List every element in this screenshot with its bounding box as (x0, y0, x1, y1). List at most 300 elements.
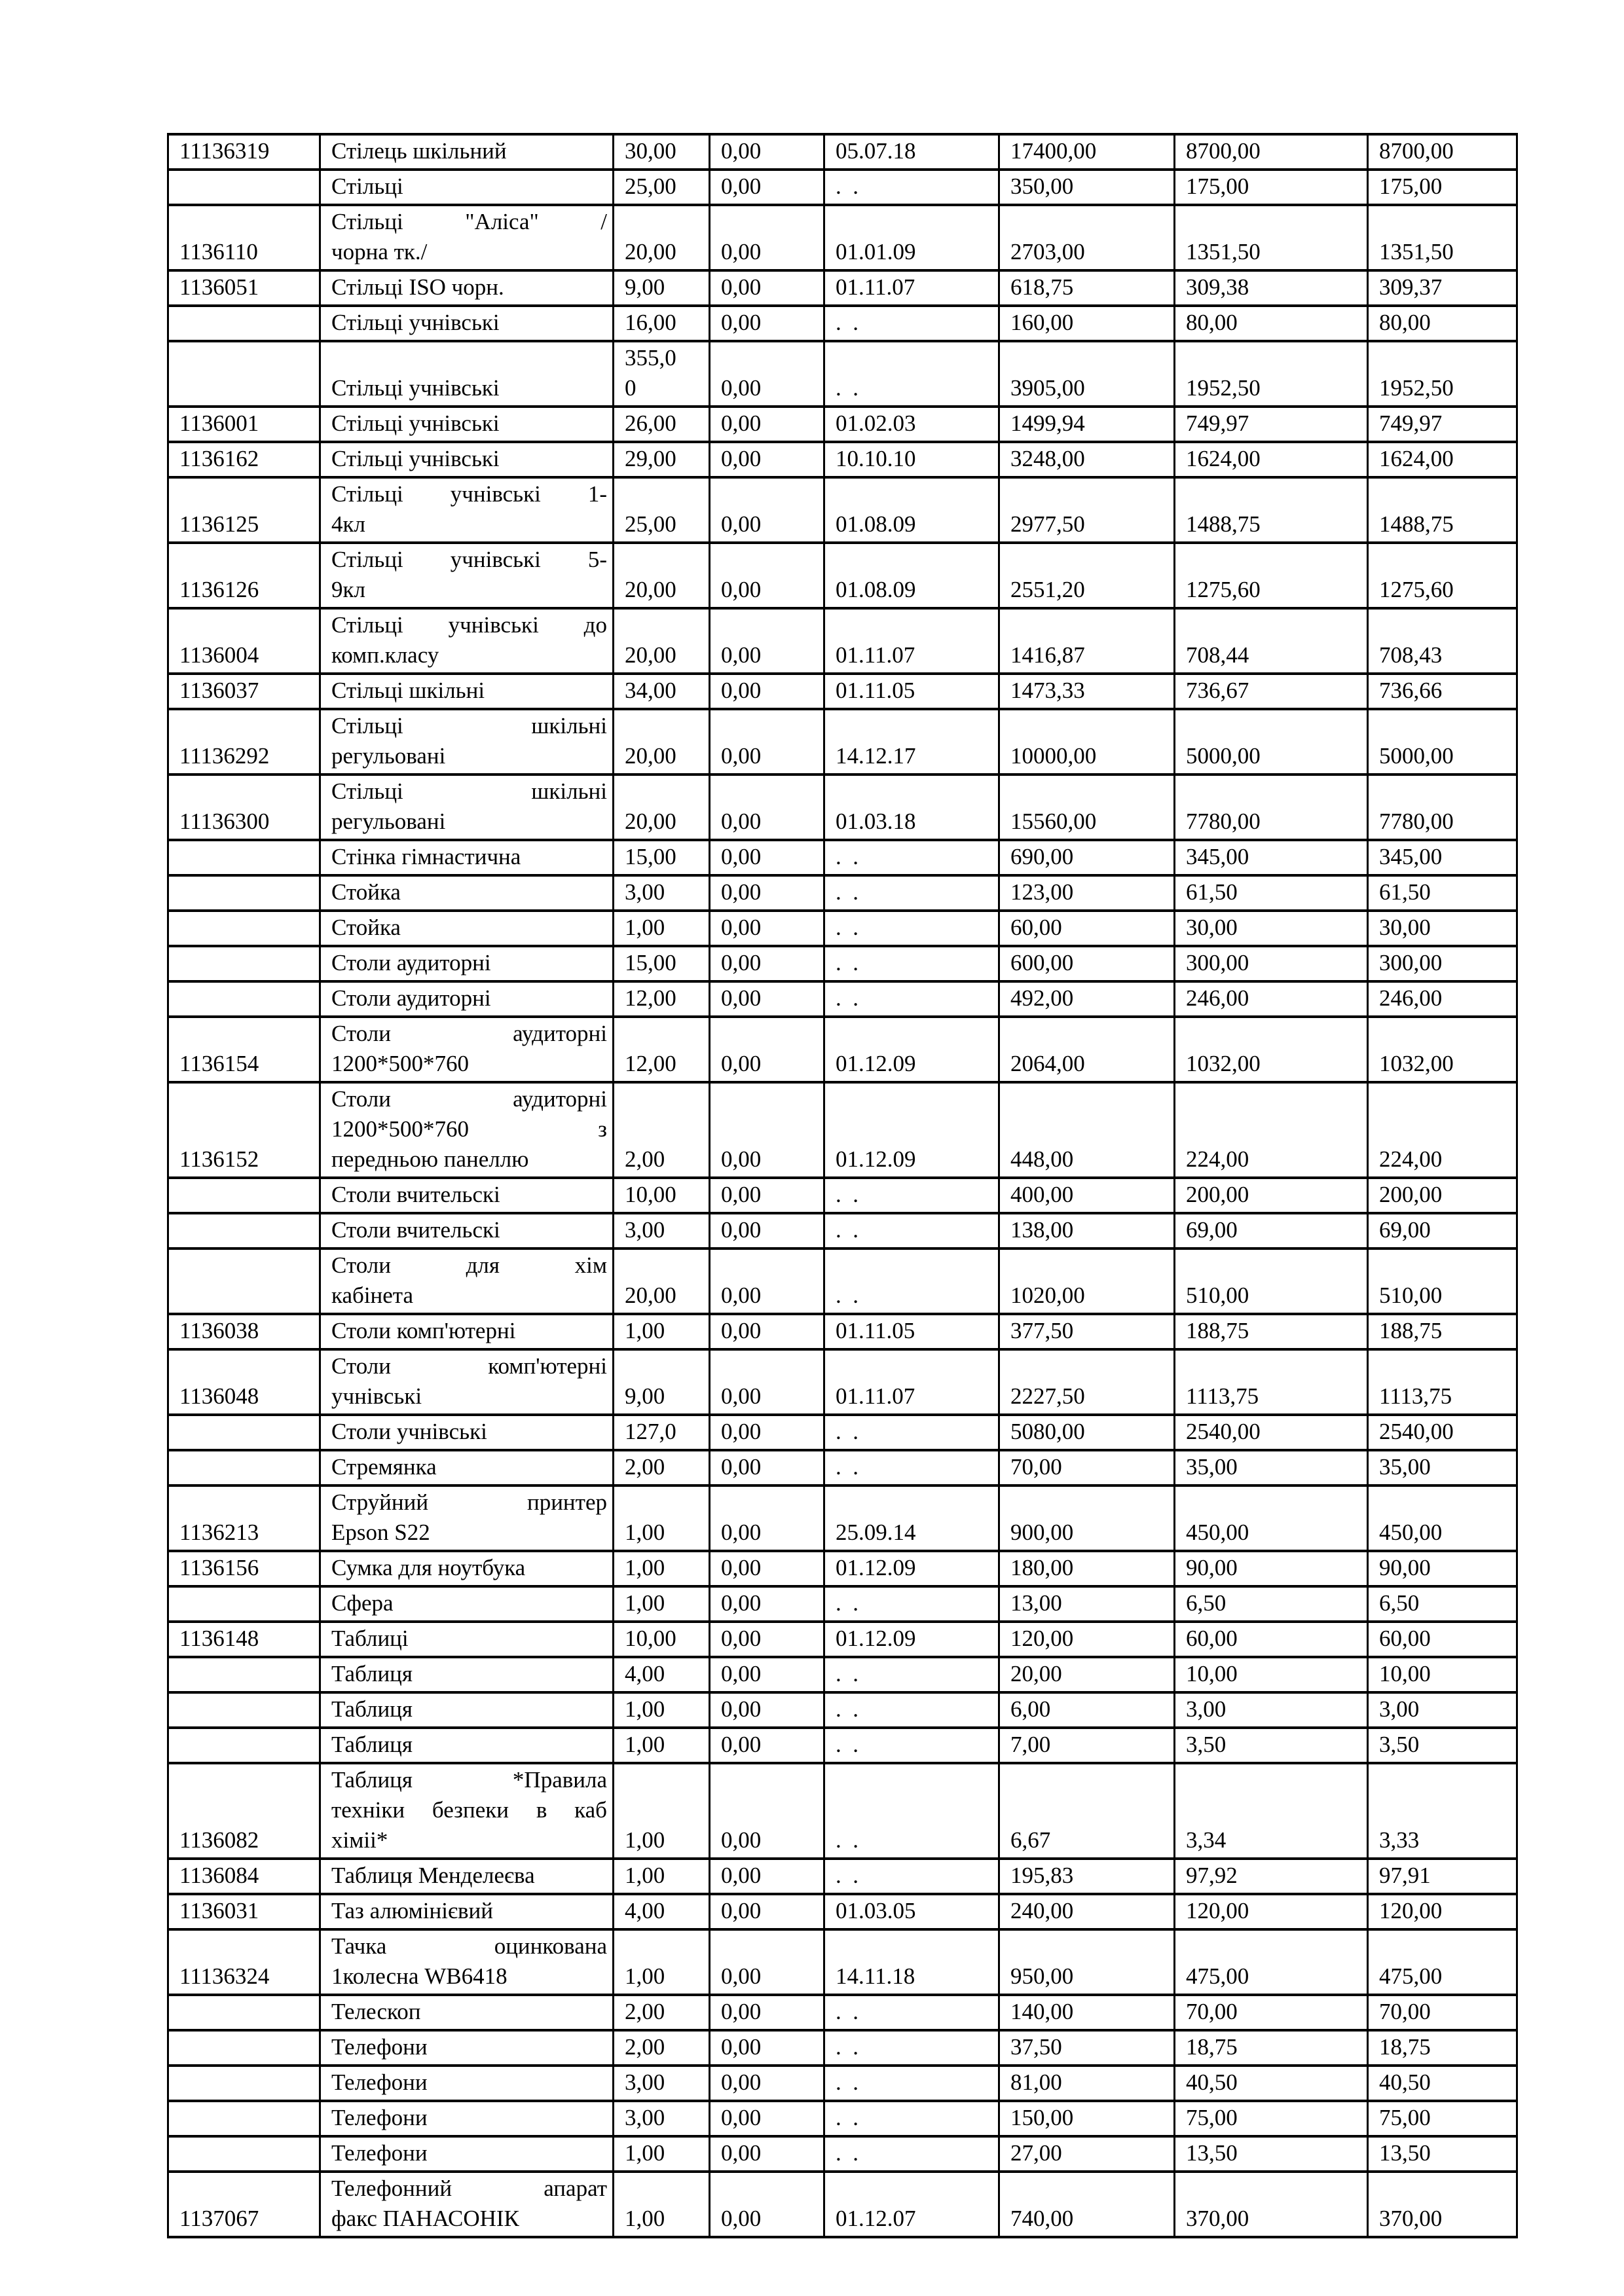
item-name-cell: Таблиця (320, 1728, 614, 1763)
inventory-number-cell (168, 911, 320, 946)
secondary-quantity-cell: 0,00 (710, 1657, 824, 1692)
total-cost-cell: 180,00 (999, 1551, 1175, 1586)
commissioning-date-cell: . . (824, 2066, 999, 2101)
commissioning-date-cell: 01.11.07 (824, 270, 999, 306)
quantity-cell: 1,00 (614, 2172, 710, 2237)
secondary-quantity-cell: 0,00 (710, 477, 824, 543)
commissioning-date-cell: . . (824, 2030, 999, 2066)
commissioning-date-cell: 01.11.07 (824, 1349, 999, 1415)
inventory-table-body (168, 134, 1517, 2237)
quantity-cell: 1,00 (614, 1929, 710, 1995)
inventory-number-cell (168, 2030, 320, 2066)
table-row (168, 2172, 1517, 2237)
amount-a-cell: 450,00 (1175, 1485, 1368, 1551)
amount-a-cell: 2540,00 (1175, 1415, 1368, 1450)
secondary-quantity-cell: 0,00 (710, 407, 824, 442)
amount-a-cell: 246,00 (1175, 981, 1368, 1017)
inventory-number-cell (168, 946, 320, 981)
amount-a-cell: 40,50 (1175, 2066, 1368, 2101)
amount-a-cell: 7780,00 (1175, 774, 1368, 840)
quantity-cell: 2,00 (614, 1995, 710, 2030)
amount-a-cell: 309,38 (1175, 270, 1368, 306)
amount-b-cell: 510,00 (1368, 1248, 1517, 1314)
secondary-quantity-cell: 0,00 (710, 1586, 824, 1622)
quantity-cell: 3,00 (614, 2101, 710, 2136)
secondary-quantity-cell: 0,00 (710, 774, 824, 840)
commissioning-date-cell: . . (824, 1415, 999, 1450)
inventory-number-cell: 1136051 (168, 270, 320, 306)
amount-b-cell: 90,00 (1368, 1551, 1517, 1586)
secondary-quantity-cell: 0,00 (710, 543, 824, 608)
table-row (168, 270, 1517, 306)
inventory-number-cell: 1136154 (168, 1017, 320, 1082)
quantity-cell: 2,00 (614, 1450, 710, 1485)
amount-a-cell: 1275,60 (1175, 543, 1368, 608)
secondary-quantity-cell: 0,00 (710, 2066, 824, 2101)
commissioning-date-cell: 14.11.18 (824, 1929, 999, 1995)
total-cost-cell: 2703,00 (999, 205, 1175, 270)
total-cost-cell: 37,50 (999, 2030, 1175, 2066)
amount-a-cell: 35,00 (1175, 1450, 1368, 1485)
secondary-quantity-cell: 0,00 (710, 2136, 824, 2172)
inventory-number-cell (168, 1450, 320, 1485)
total-cost-cell: 17400,00 (999, 134, 1175, 170)
amount-a-cell: 708,44 (1175, 608, 1368, 674)
item-name-cell: Стільці учнівські до комп.класу (320, 608, 614, 674)
total-cost-cell: 2977,50 (999, 477, 1175, 543)
commissioning-date-cell: 01.01.09 (824, 205, 999, 270)
table-row (168, 1586, 1517, 1622)
quantity-cell: 1,00 (614, 1692, 710, 1728)
item-name-cell: Телефони (320, 2136, 614, 2172)
commissioning-date-cell: 01.12.09 (824, 1082, 999, 1178)
table-row (168, 875, 1517, 911)
commissioning-date-cell: . . (824, 981, 999, 1017)
quantity-cell: 12,00 (614, 981, 710, 1017)
amount-a-cell: 370,00 (1175, 2172, 1368, 2237)
amount-a-cell: 3,00 (1175, 1692, 1368, 1728)
secondary-quantity-cell: 0,00 (710, 306, 824, 341)
amount-b-cell: 10,00 (1368, 1657, 1517, 1692)
inventory-number-cell (168, 1728, 320, 1763)
commissioning-date-cell: 01.12.07 (824, 2172, 999, 2237)
total-cost-cell: 123,00 (999, 875, 1175, 911)
commissioning-date-cell: . . (824, 1728, 999, 1763)
amount-a-cell: 188,75 (1175, 1314, 1368, 1349)
secondary-quantity-cell: 0,00 (710, 205, 824, 270)
inventory-number-cell (168, 840, 320, 875)
item-name-cell: Телефони (320, 2066, 614, 2101)
total-cost-cell: 160,00 (999, 306, 1175, 341)
quantity-cell: 25,00 (614, 477, 710, 543)
item-name-cell: Стільці учнівські (320, 407, 614, 442)
total-cost-cell: 2227,50 (999, 1349, 1175, 1415)
inventory-number-cell: 1136037 (168, 674, 320, 709)
table-row (168, 709, 1517, 774)
amount-a-cell: 5000,00 (1175, 709, 1368, 774)
total-cost-cell: 3905,00 (999, 341, 1175, 407)
quantity-cell: 3,00 (614, 2066, 710, 2101)
item-name-cell: Столи аудиторні (320, 981, 614, 1017)
item-name-cell: Стільці учнівські (320, 341, 614, 407)
amount-a-cell: 6,50 (1175, 1586, 1368, 1622)
secondary-quantity-cell: 0,00 (710, 709, 824, 774)
total-cost-cell: 150,00 (999, 2101, 1175, 2136)
item-name-cell: Столи аудиторні 1200*500*760 з передньою панеллю (320, 1082, 614, 1178)
total-cost-cell: 240,00 (999, 1894, 1175, 1929)
secondary-quantity-cell: 0,00 (710, 1995, 824, 2030)
amount-b-cell: 224,00 (1368, 1082, 1517, 1178)
secondary-quantity-cell: 0,00 (710, 2101, 824, 2136)
amount-b-cell: 246,00 (1368, 981, 1517, 1017)
total-cost-cell: 140,00 (999, 1995, 1175, 2030)
item-name-cell: Стойка (320, 875, 614, 911)
table-row (168, 1450, 1517, 1485)
commissioning-date-cell: 01.02.03 (824, 407, 999, 442)
total-cost-cell: 1416,87 (999, 608, 1175, 674)
secondary-quantity-cell: 0,00 (710, 2172, 824, 2237)
commissioning-date-cell: 01.11.07 (824, 608, 999, 674)
item-name-cell: Таблиця (320, 1692, 614, 1728)
table-row (168, 981, 1517, 1017)
table-row (168, 205, 1517, 270)
commissioning-date-cell: . . (824, 1178, 999, 1213)
amount-a-cell: 749,97 (1175, 407, 1368, 442)
secondary-quantity-cell: 0,00 (710, 270, 824, 306)
inventory-number-cell (168, 1248, 320, 1314)
item-name-cell: Столи вчительскі (320, 1178, 614, 1213)
commissioning-date-cell: . . (824, 1248, 999, 1314)
commissioning-date-cell: . . (824, 1213, 999, 1248)
item-name-cell: Стільці шкільні регульовані (320, 709, 614, 774)
amount-a-cell: 70,00 (1175, 1995, 1368, 2030)
quantity-cell: 1,00 (614, 1859, 710, 1894)
inventory-number-cell (168, 2101, 320, 2136)
amount-b-cell: 1624,00 (1368, 442, 1517, 477)
quantity-cell: 9,00 (614, 270, 710, 306)
secondary-quantity-cell: 0,00 (710, 1450, 824, 1485)
item-name-cell: Сфера (320, 1586, 614, 1622)
table-row (168, 2030, 1517, 2066)
commissioning-date-cell: . . (824, 1657, 999, 1692)
amount-b-cell: 97,91 (1368, 1859, 1517, 1894)
amount-a-cell: 1488,75 (1175, 477, 1368, 543)
commissioning-date-cell: . . (824, 1763, 999, 1859)
table-row (168, 2101, 1517, 2136)
secondary-quantity-cell: 0,00 (710, 1728, 824, 1763)
inventory-number-cell: 11136324 (168, 1929, 320, 1995)
total-cost-cell: 1499,94 (999, 407, 1175, 442)
table-row (168, 1349, 1517, 1415)
amount-a-cell: 61,50 (1175, 875, 1368, 911)
total-cost-cell: 400,00 (999, 1178, 1175, 1213)
item-name-cell: Стільці "Аліса" / чорна тк./ (320, 205, 614, 270)
quantity-cell: 127,0 (614, 1415, 710, 1450)
amount-b-cell: 70,00 (1368, 1995, 1517, 2030)
item-name-cell: Струйний принтер Epson S22 (320, 1485, 614, 1551)
amount-b-cell: 80,00 (1368, 306, 1517, 341)
quantity-cell: 20,00 (614, 205, 710, 270)
table-row (168, 1314, 1517, 1349)
amount-a-cell: 1351,50 (1175, 205, 1368, 270)
amount-a-cell: 1952,50 (1175, 341, 1368, 407)
total-cost-cell: 20,00 (999, 1657, 1175, 1692)
total-cost-cell: 7,00 (999, 1728, 1175, 1763)
amount-a-cell: 30,00 (1175, 911, 1368, 946)
commissioning-date-cell: . . (824, 2101, 999, 2136)
secondary-quantity-cell: 0,00 (710, 341, 824, 407)
amount-b-cell: 708,43 (1368, 608, 1517, 674)
secondary-quantity-cell: 0,00 (710, 170, 824, 205)
amount-b-cell: 188,75 (1368, 1314, 1517, 1349)
table-row (168, 1017, 1517, 1082)
amount-b-cell: 3,50 (1368, 1728, 1517, 1763)
inventory-number-cell: 1136110 (168, 205, 320, 270)
table-row (168, 1929, 1517, 1995)
amount-b-cell: 309,37 (1368, 270, 1517, 306)
amount-b-cell: 5000,00 (1368, 709, 1517, 774)
secondary-quantity-cell: 0,00 (710, 1415, 824, 1450)
table-row (168, 2136, 1517, 2172)
total-cost-cell: 27,00 (999, 2136, 1175, 2172)
total-cost-cell: 13,00 (999, 1586, 1175, 1622)
secondary-quantity-cell: 0,00 (710, 1929, 824, 1995)
table-row (168, 1415, 1517, 1450)
inventory-number-cell: 1136148 (168, 1622, 320, 1657)
quantity-cell: 34,00 (614, 674, 710, 709)
table-row (168, 407, 1517, 442)
amount-b-cell: 450,00 (1368, 1485, 1517, 1551)
inventory-number-cell: 1136152 (168, 1082, 320, 1178)
secondary-quantity-cell: 0,00 (710, 981, 824, 1017)
item-name-cell: Стойка (320, 911, 614, 946)
commissioning-date-cell: . . (824, 341, 999, 407)
amount-a-cell: 18,75 (1175, 2030, 1368, 2066)
inventory-number-cell (168, 170, 320, 205)
commissioning-date-cell: 01.08.09 (824, 543, 999, 608)
amount-b-cell: 61,50 (1368, 875, 1517, 911)
inventory-number-cell (168, 2136, 320, 2172)
quantity-cell: 1,00 (614, 1314, 710, 1349)
inventory-number-cell (168, 1586, 320, 1622)
commissioning-date-cell: 01.11.05 (824, 1314, 999, 1349)
item-name-cell: Столи комп'ютерні учнівські (320, 1349, 614, 1415)
amount-b-cell: 120,00 (1368, 1894, 1517, 1929)
amount-b-cell: 300,00 (1368, 946, 1517, 981)
item-name-cell: Таз алюмінієвий (320, 1894, 614, 1929)
table-row (168, 543, 1517, 608)
item-name-cell: Столи аудиторні (320, 946, 614, 981)
quantity-cell: 20,00 (614, 709, 710, 774)
amount-b-cell: 18,75 (1368, 2030, 1517, 2066)
quantity-cell: 2,00 (614, 1082, 710, 1178)
quantity-cell: 1,00 (614, 1551, 710, 1586)
quantity-cell: 2,00 (614, 2030, 710, 2066)
secondary-quantity-cell: 0,00 (710, 1551, 824, 1586)
secondary-quantity-cell: 0,00 (710, 1248, 824, 1314)
total-cost-cell: 60,00 (999, 911, 1175, 946)
table-row (168, 1763, 1517, 1859)
quantity-cell: 12,00 (614, 1017, 710, 1082)
inventory-number-cell: 1136004 (168, 608, 320, 674)
table-row (168, 1082, 1517, 1178)
table-row (168, 341, 1517, 407)
amount-a-cell: 345,00 (1175, 840, 1368, 875)
table-row (168, 1213, 1517, 1248)
table-row (168, 1622, 1517, 1657)
table-row (168, 674, 1517, 709)
total-cost-cell: 950,00 (999, 1929, 1175, 1995)
table-row (168, 946, 1517, 981)
inventory-number-cell (168, 1213, 320, 1248)
commissioning-date-cell: 25.09.14 (824, 1485, 999, 1551)
amount-a-cell: 13,50 (1175, 2136, 1368, 2172)
inventory-number-cell (168, 981, 320, 1017)
amount-b-cell: 7780,00 (1368, 774, 1517, 840)
quantity-cell: 25,00 (614, 170, 710, 205)
inventory-number-cell (168, 875, 320, 911)
amount-a-cell: 10,00 (1175, 1657, 1368, 1692)
total-cost-cell: 81,00 (999, 2066, 1175, 2101)
table-row (168, 1551, 1517, 1586)
inventory-number-cell: 1136082 (168, 1763, 320, 1859)
total-cost-cell: 1473,33 (999, 674, 1175, 709)
total-cost-cell: 600,00 (999, 946, 1175, 981)
inventory-number-cell: 1137067 (168, 2172, 320, 2237)
amount-b-cell: 30,00 (1368, 911, 1517, 946)
amount-b-cell: 370,00 (1368, 2172, 1517, 2237)
secondary-quantity-cell: 0,00 (710, 1692, 824, 1728)
quantity-cell: 10,00 (614, 1178, 710, 1213)
secondary-quantity-cell: 0,00 (710, 1859, 824, 1894)
amount-a-cell: 3,50 (1175, 1728, 1368, 1763)
amount-a-cell: 75,00 (1175, 2101, 1368, 2136)
total-cost-cell: 6,00 (999, 1692, 1175, 1728)
amount-a-cell: 200,00 (1175, 1178, 1368, 1213)
quantity-cell: 3,00 (614, 875, 710, 911)
commissioning-date-cell: 01.11.05 (824, 674, 999, 709)
amount-b-cell: 3,33 (1368, 1763, 1517, 1859)
commissioning-date-cell: 05.07.18 (824, 134, 999, 170)
table-row (168, 911, 1517, 946)
item-name-cell: Таблиці (320, 1622, 614, 1657)
quantity-cell: 4,00 (614, 1657, 710, 1692)
total-cost-cell: 492,00 (999, 981, 1175, 1017)
item-name-cell: Стілець шкільний (320, 134, 614, 170)
commissioning-date-cell: . . (824, 1859, 999, 1894)
table-row (168, 1248, 1517, 1314)
item-name-cell: Стільці учнівські (320, 442, 614, 477)
total-cost-cell: 618,75 (999, 270, 1175, 306)
total-cost-cell: 120,00 (999, 1622, 1175, 1657)
total-cost-cell: 195,83 (999, 1859, 1175, 1894)
item-name-cell: Столи вчительскі (320, 1213, 614, 1248)
inventory-number-cell: 11136319 (168, 134, 320, 170)
inventory-number-cell: 1136031 (168, 1894, 320, 1929)
item-name-cell: Стільці учнівські (320, 306, 614, 341)
amount-b-cell: 1032,00 (1368, 1017, 1517, 1082)
inventory-number-cell: 1136001 (168, 407, 320, 442)
amount-a-cell: 224,00 (1175, 1082, 1368, 1178)
inventory-table (167, 133, 1518, 2238)
total-cost-cell: 15560,00 (999, 774, 1175, 840)
table-row (168, 1178, 1517, 1213)
commissioning-date-cell: . . (824, 170, 999, 205)
item-name-cell: Стільці (320, 170, 614, 205)
table-row (168, 442, 1517, 477)
inventory-number-cell: 1136125 (168, 477, 320, 543)
amount-b-cell: 75,00 (1368, 2101, 1517, 2136)
commissioning-date-cell: . . (824, 306, 999, 341)
amount-a-cell: 475,00 (1175, 1929, 1368, 1995)
quantity-cell: 1,00 (614, 1763, 710, 1859)
total-cost-cell: 70,00 (999, 1450, 1175, 1485)
table-row (168, 2066, 1517, 2101)
inventory-number-cell (168, 341, 320, 407)
commissioning-date-cell: . . (824, 840, 999, 875)
amount-a-cell: 175,00 (1175, 170, 1368, 205)
secondary-quantity-cell: 0,00 (710, 840, 824, 875)
total-cost-cell: 6,67 (999, 1763, 1175, 1859)
commissioning-date-cell: 14.12.17 (824, 709, 999, 774)
amount-b-cell: 1351,50 (1368, 205, 1517, 270)
quantity-cell: 3,00 (614, 1213, 710, 1248)
item-name-cell: Телескоп (320, 1995, 614, 2030)
amount-a-cell: 90,00 (1175, 1551, 1368, 1586)
amount-b-cell: 6,50 (1368, 1586, 1517, 1622)
table-row (168, 1485, 1517, 1551)
total-cost-cell: 138,00 (999, 1213, 1175, 1248)
table-row (168, 1859, 1517, 1894)
secondary-quantity-cell: 0,00 (710, 1017, 824, 1082)
quantity-cell: 16,00 (614, 306, 710, 341)
amount-b-cell: 13,50 (1368, 2136, 1517, 2172)
inventory-number-cell (168, 1415, 320, 1450)
item-name-cell: Таблиця Менделеєва (320, 1859, 614, 1894)
secondary-quantity-cell: 0,00 (710, 1082, 824, 1178)
item-name-cell: Стільці ISO чорн. (320, 270, 614, 306)
commissioning-date-cell: . . (824, 1450, 999, 1485)
commissioning-date-cell: 01.12.09 (824, 1551, 999, 1586)
commissioning-date-cell: . . (824, 1586, 999, 1622)
table-row (168, 306, 1517, 341)
item-name-cell: Телефонний апарат факс ПАНАСОНІК (320, 2172, 614, 2237)
table-row (168, 1894, 1517, 1929)
total-cost-cell: 448,00 (999, 1082, 1175, 1178)
amount-a-cell: 1624,00 (1175, 442, 1368, 477)
total-cost-cell: 2551,20 (999, 543, 1175, 608)
amount-a-cell: 120,00 (1175, 1894, 1368, 1929)
inventory-number-cell: 1136048 (168, 1349, 320, 1415)
secondary-quantity-cell: 0,00 (710, 1763, 824, 1859)
amount-a-cell: 97,92 (1175, 1859, 1368, 1894)
amount-b-cell: 1113,75 (1368, 1349, 1517, 1415)
total-cost-cell: 690,00 (999, 840, 1175, 875)
amount-b-cell: 3,00 (1368, 1692, 1517, 1728)
secondary-quantity-cell: 0,00 (710, 1314, 824, 1349)
total-cost-cell: 10000,00 (999, 709, 1175, 774)
amount-b-cell: 1275,60 (1368, 543, 1517, 608)
commissioning-date-cell: 10.10.10 (824, 442, 999, 477)
quantity-cell: 20,00 (614, 1248, 710, 1314)
inventory-number-cell (168, 1692, 320, 1728)
quantity-cell: 15,00 (614, 840, 710, 875)
item-name-cell: Стільці шкільні (320, 674, 614, 709)
amount-b-cell: 1488,75 (1368, 477, 1517, 543)
secondary-quantity-cell: 0,00 (710, 946, 824, 981)
quantity-cell: 20,00 (614, 543, 710, 608)
inventory-number-cell: 1136038 (168, 1314, 320, 1349)
